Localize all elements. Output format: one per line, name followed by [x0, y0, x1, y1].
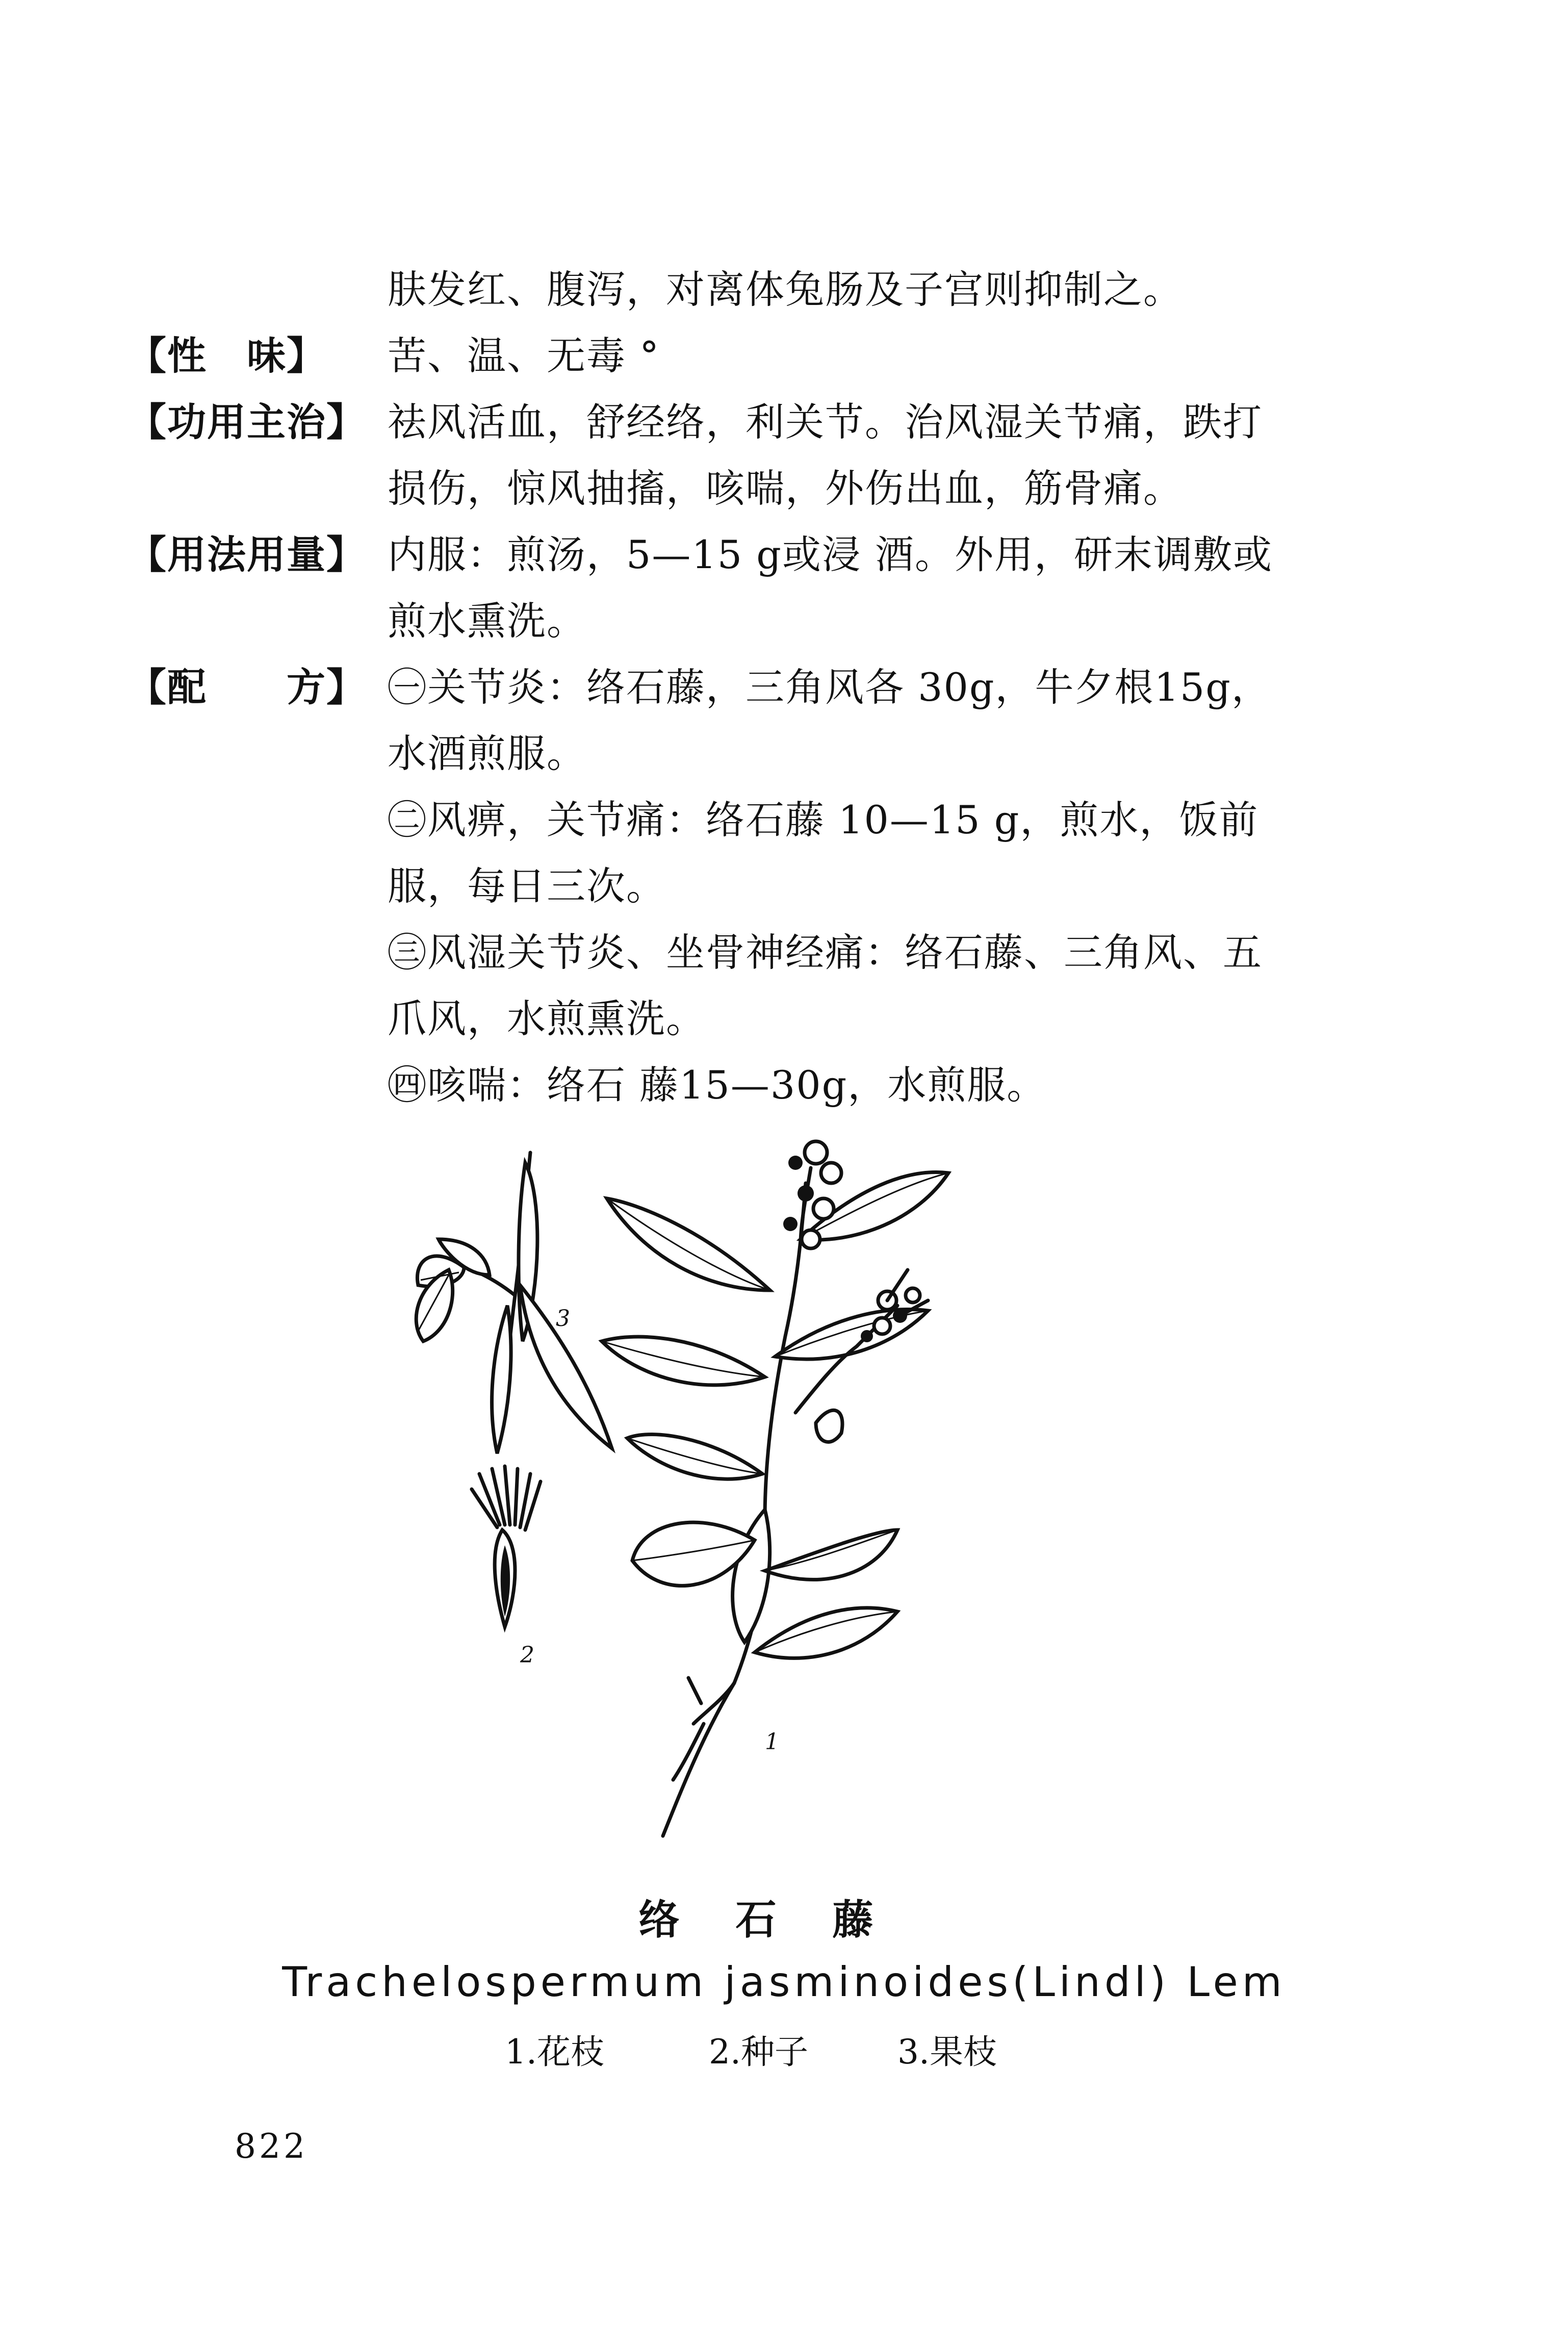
taste-line-1: 苦、温、无毒 °: [388, 333, 660, 378]
formula-line-2: 水酒煎服。: [388, 731, 586, 776]
function-line-1: 祛风活血，舒经络，利关节。治风湿关节痛，跌打: [388, 399, 1263, 445]
legend-item-1: 1.花枝: [505, 2032, 604, 2072]
label-2: 2: [520, 1642, 534, 1668]
formula-line-6: 爪风，水煎熏洗。: [388, 996, 706, 1041]
fruit-branch-drawing: [416, 1153, 612, 1453]
function-label: 【功用主治】: [127, 399, 366, 445]
formula-line-1: ㊀关节炎：络石藤，三角风各 30g，牛夕根15g，: [388, 665, 1271, 710]
flowering-branch-drawing: [602, 1141, 948, 1836]
usage-label: 【用法用量】: [127, 532, 366, 577]
function-line-2: 损伤，惊风抽搐，咳喘，外伤出血，筋骨痛。: [388, 466, 1183, 511]
formula-label: 【配 方】: [127, 665, 366, 710]
label-1: 1: [765, 1729, 779, 1755]
caption-chinese-name: 络石藤: [638, 1896, 930, 1944]
taste-label: 【性 味】: [127, 333, 326, 378]
formula-line-7: ㊃咳喘：络石 藤15—30g，水煎服。: [388, 1062, 1047, 1108]
label-3: 3: [556, 1306, 570, 1332]
usage-line-1: 内服：煎汤，5—15 g或浸 酒。外用，研末调敷或: [388, 532, 1273, 577]
legend-item-3: 3.果枝: [897, 2032, 997, 2072]
formula-line-3: ㊁风痹，关节痛：络石藤 10—15 g，煎水，饭前: [388, 797, 1259, 842]
plant-illustration: [398, 1122, 1163, 1887]
usage-line-2: 煎水熏洗。: [388, 598, 586, 644]
formula-line-5: ㊂风湿关节炎、坐骨神经痛：络石藤、三角风、五: [388, 930, 1263, 975]
page-number: 822: [235, 2127, 308, 2166]
caption-latin-name: Trachelospermum jasminoides(Lindl) Lem: [282, 1958, 1286, 2006]
seed-drawing: [472, 1466, 541, 1668]
formula-line-4: 服，每日三次。: [388, 863, 666, 909]
intro-line: 肤发红、腹泻，对离体兔肠及子宫则抑制之。: [388, 267, 1183, 312]
legend-item-2: 2.种子: [709, 2032, 808, 2072]
